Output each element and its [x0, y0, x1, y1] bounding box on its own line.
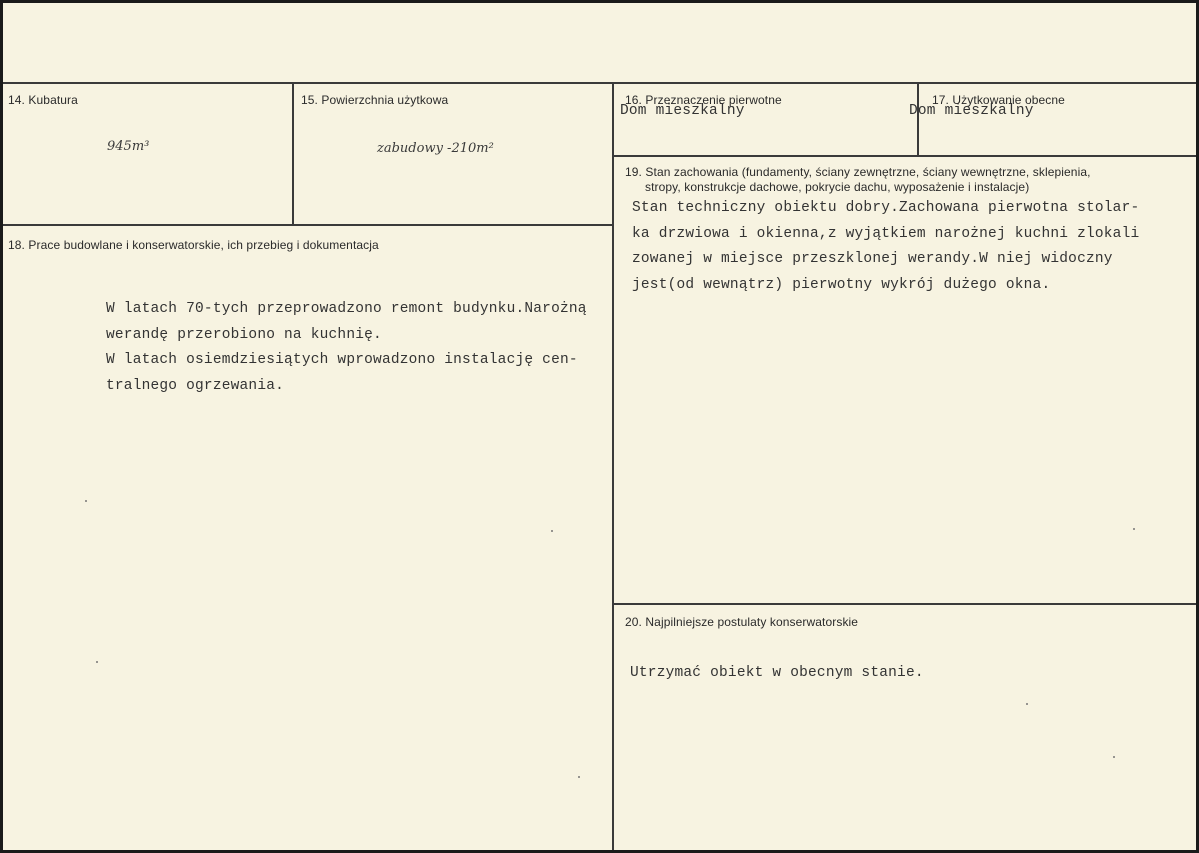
paper-speck [1113, 756, 1115, 758]
record-card [3, 3, 1196, 850]
stan-label-line1: 19. Stan zachowania (fundamenty, ściany zewnętrzne, ściany wewnętrzne, sklepienia, [625, 165, 1091, 179]
postulaty-label: 20. Najpilniejsze postulaty konserwatorskie [625, 615, 859, 629]
kubatura-value: 945m³ [107, 139, 150, 154]
prace-line: W latach 70-tych przeprowadzono remont budynku.Narożną [106, 301, 587, 317]
przeznaczenie-label: 16. Przeznaczenie pierwotne [625, 93, 782, 107]
prace-label: 18. Prace budowlane i konserwatorskie, ich przebieg i dokumentacja [8, 238, 379, 252]
paper-speck [96, 661, 98, 663]
top-border-line [3, 82, 1196, 84]
paper-speck [578, 776, 580, 778]
prace-line: werandę przerobiono na kuchnię. [106, 326, 382, 343]
paper-speck [1026, 703, 1028, 705]
prace-text [106, 297, 587, 399]
prace-line: tralnego ogrzewania. [106, 377, 285, 394]
kubatura-label: 14. Kubatura [8, 93, 78, 107]
przeznaczenie-value: Dom mieszkalny [620, 103, 745, 119]
powierzchnia-label: 15. Powierzchnia użytkowa [301, 93, 449, 107]
stan-line: jest(od wewnątrz) pierwotny wykrój dużego okna. [632, 276, 1051, 293]
uzytkowanie-label: 17. Użytkowanie obecne [932, 93, 1065, 107]
stan-label-line2: stropy, konstrukcje dachowe, pokrycie dachu, wyposażenie i instalacje) [645, 180, 1030, 194]
row-divider-19-20 [612, 603, 1196, 605]
stan-line: ka drzwiowa i okienna,z wyjątkiem narożnej kuchni zlokali [632, 225, 1140, 242]
stan-text [632, 196, 1139, 298]
paper-speck [1133, 528, 1135, 530]
paper-speck [85, 500, 87, 502]
row-divider-16-19 [612, 155, 1196, 157]
powierzchnia-value: zabudowy -210m² [377, 141, 494, 156]
postulaty-value: Utrzymać obiekt w obecnym stanie. [630, 665, 924, 681]
divider-left-right [612, 82, 614, 850]
row-divider-upper-left [3, 224, 614, 226]
paper-speck [551, 530, 553, 532]
stan-line: zowanej w miejsce przeszklonej werandy.W niej widoczny [632, 251, 1113, 267]
prace-line: W latach osiemdziesiątych wprowadzono instalację cen- [106, 352, 578, 368]
uzytkowanie-value: Dom mieszkalny [909, 103, 1034, 119]
divider-14-15 [292, 82, 294, 225]
stan-line: Stan techniczny obiektu dobry.Zachowana pierwotna stolar- [632, 200, 1140, 216]
